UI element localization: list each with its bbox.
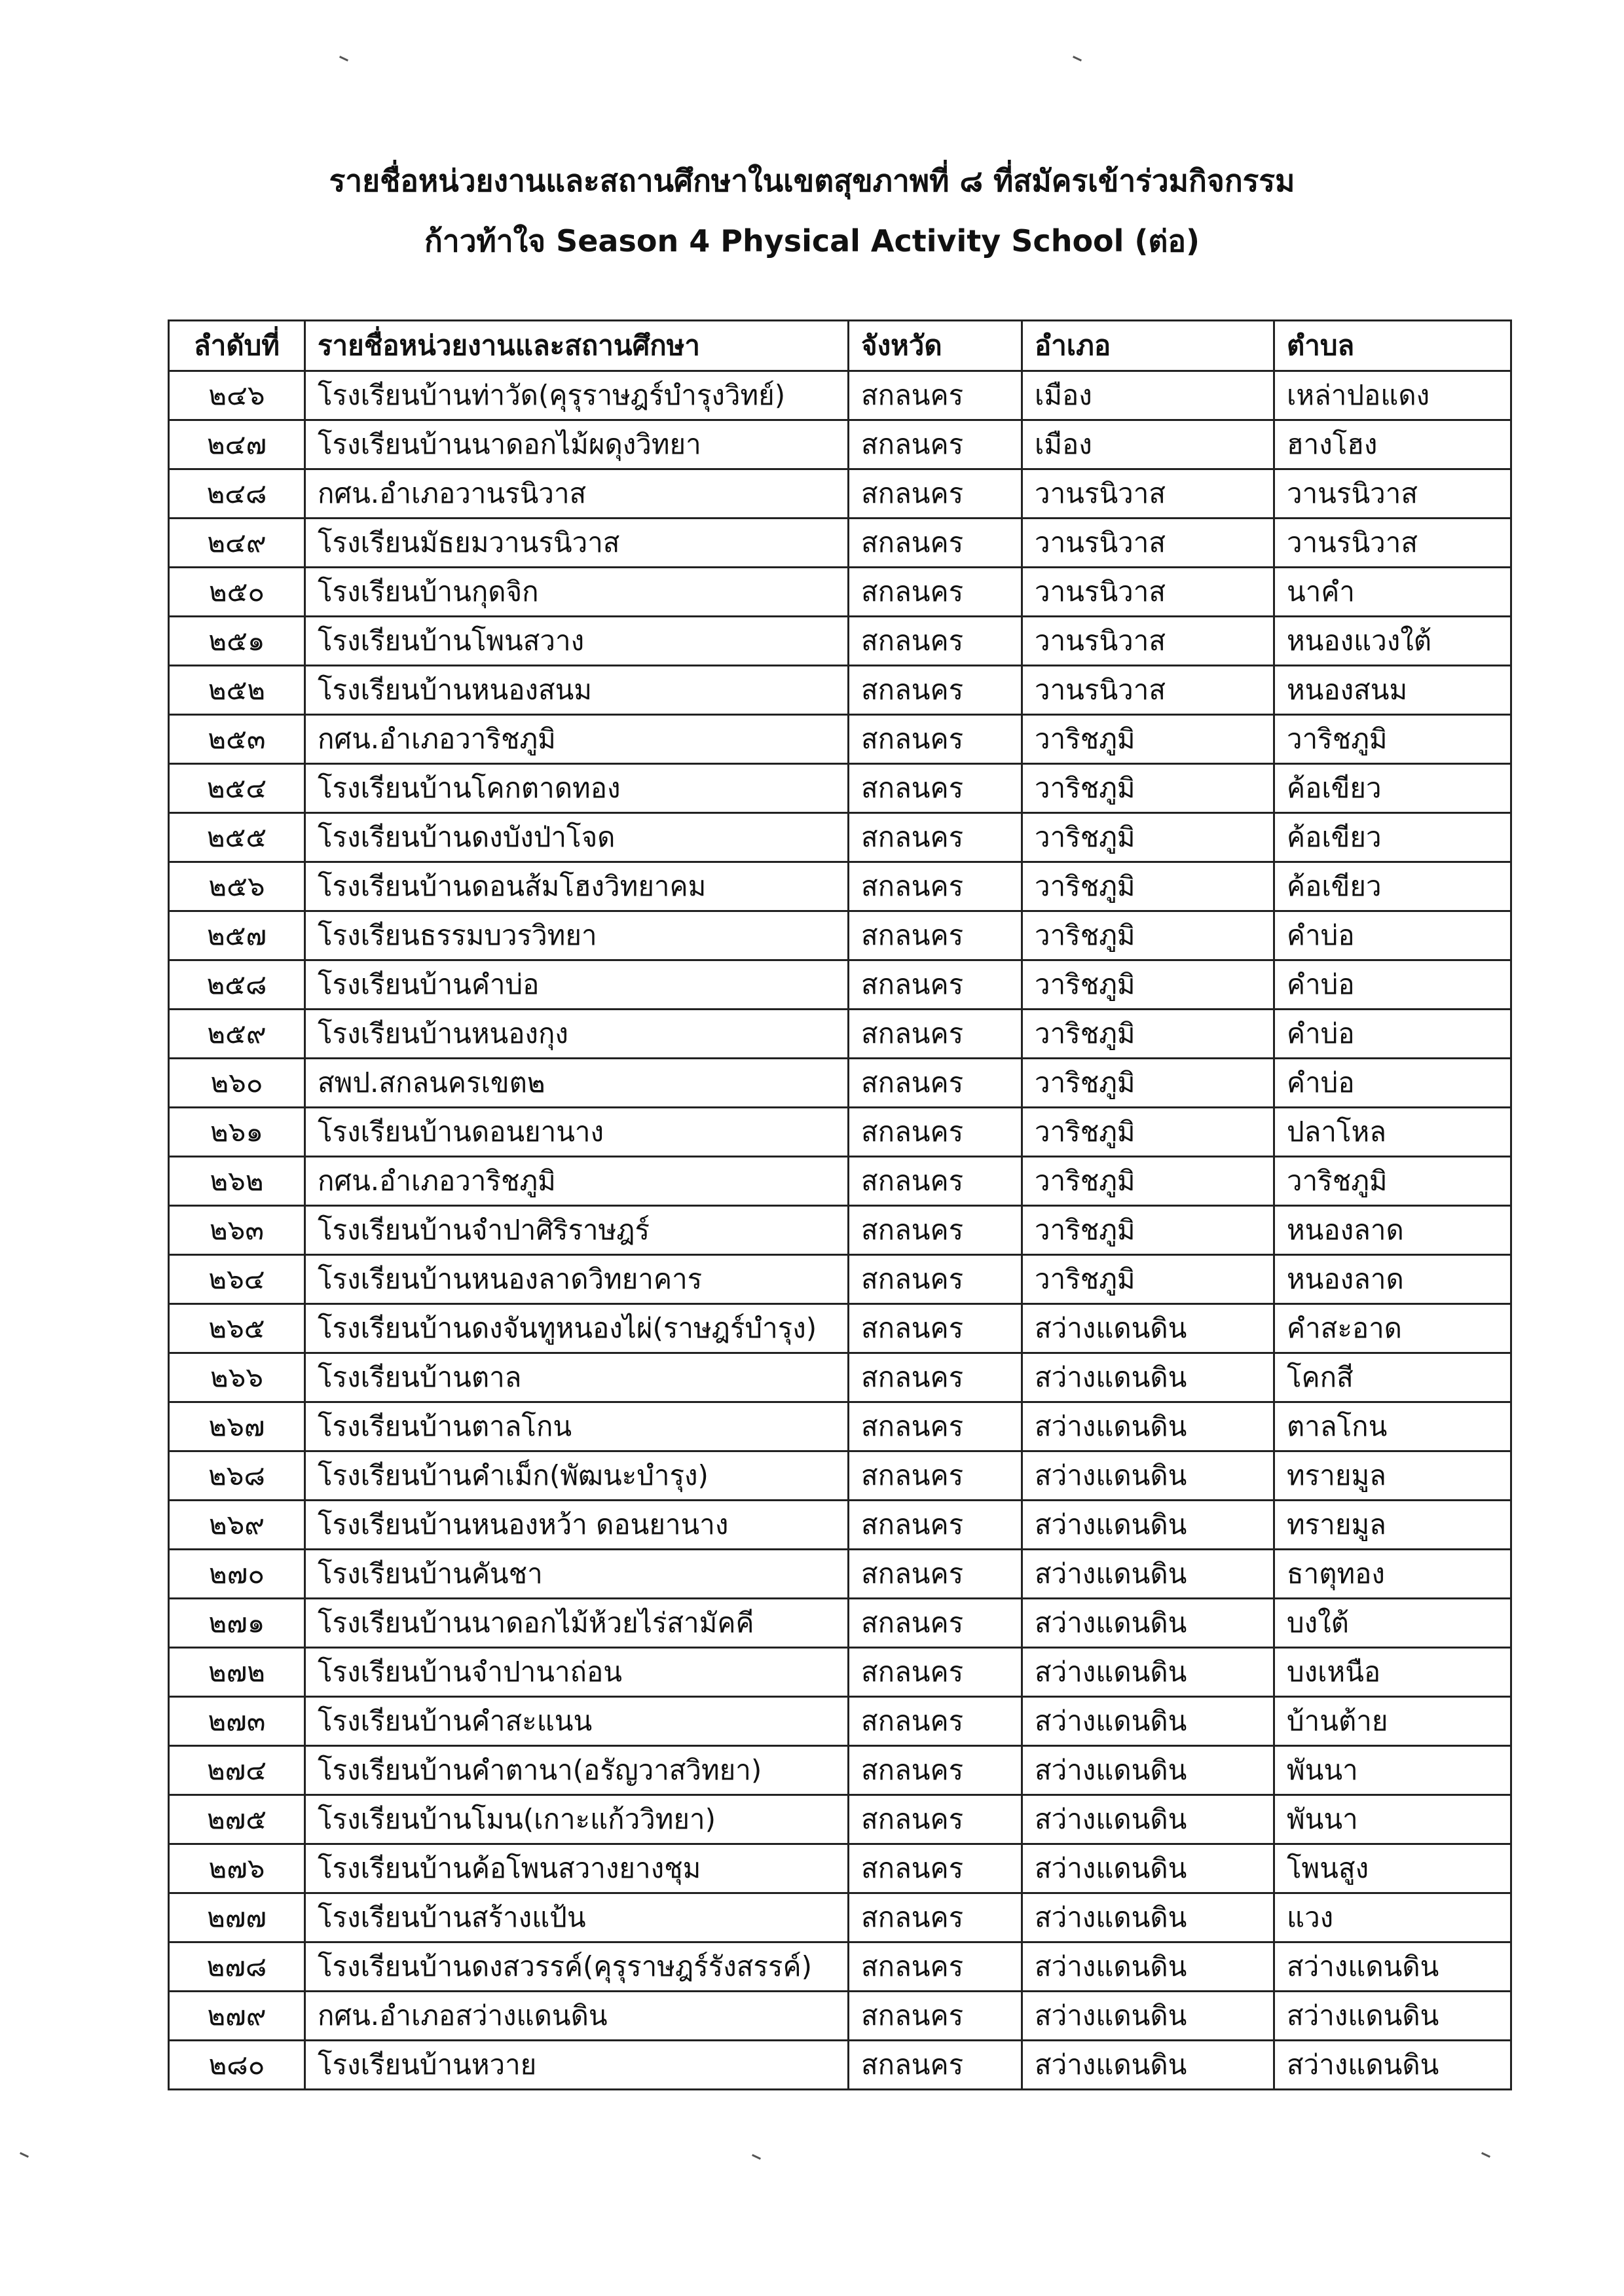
cell-district: วาริชภูมิ (1022, 1059, 1274, 1108)
cell-province: สกลนคร (849, 1599, 1022, 1648)
cell-sequence: ๒๖๖ (169, 1353, 305, 1402)
cell-sequence: ๒๖๐ (169, 1059, 305, 1108)
cell-organization-name: สพป.สกลนครเขต๒ (305, 1059, 849, 1108)
table-row (169, 1451, 1511, 1501)
cell-sequence: ๒๖๔ (169, 1255, 305, 1304)
cell-sequence: ๒๕๘ (169, 960, 305, 1010)
cell-subdistrict: พันนา (1274, 1746, 1511, 1795)
cell-subdistrict: ค้อเขียว (1274, 862, 1511, 911)
table-row (169, 1157, 1511, 1206)
cell-district: สว่างแดนดิน (1022, 1451, 1274, 1501)
table-row (169, 1844, 1511, 1893)
cell-sequence: ๒๖๒ (169, 1157, 305, 1206)
cell-organization-name: โรงเรียนบ้านนาดอกไม้ผดุงวิทยา (305, 420, 849, 469)
table-row (169, 1599, 1511, 1648)
cell-organization-name: โรงเรียนบ้านคำบ่อ (305, 960, 849, 1010)
cell-district: สว่างแดนดิน (1022, 2041, 1274, 2090)
cell-district: สว่างแดนดิน (1022, 1501, 1274, 1550)
cell-sequence: ๒๖๘ (169, 1451, 305, 1501)
cell-province: สกลนคร (849, 420, 1022, 469)
cell-organization-name: โรงเรียนบ้านท่าวัด(คุรุราษฎร์บำรุงวิทย์) (305, 371, 849, 420)
cell-subdistrict: บ้านต้าย (1274, 1697, 1511, 1746)
cell-sequence: ๒๕๖ (169, 862, 305, 911)
cell-district: สว่างแดนดิน (1022, 1402, 1274, 1451)
cell-district: วานรนิวาส (1022, 666, 1274, 715)
cell-district: วาริชภูมิ (1022, 1010, 1274, 1059)
cell-sequence: ๒๗๑ (169, 1599, 305, 1648)
cell-district: สว่างแดนดิน (1022, 1599, 1274, 1648)
cell-sequence: ๒๗๙ (169, 1992, 305, 2041)
cell-organization-name: โรงเรียนธรรมบวรวิทยา (305, 911, 849, 960)
cell-district: สว่างแดนดิน (1022, 1795, 1274, 1844)
school-list-table (168, 319, 1512, 2090)
cell-organization-name: โรงเรียนบ้านสร้างแป้น (305, 1893, 849, 1942)
cell-subdistrict: ค้อเขียว (1274, 813, 1511, 862)
cell-province: สกลนคร (849, 568, 1022, 617)
cell-sequence: ๒๕๗ (169, 911, 305, 960)
cell-province: สกลนคร (849, 1304, 1022, 1353)
table-row (169, 1206, 1511, 1255)
cell-subdistrict: ทรายมูล (1274, 1451, 1511, 1501)
cell-organization-name: กศน.อำเภอวานรนิวาส (305, 469, 849, 519)
table-row (169, 715, 1511, 764)
cell-subdistrict: โพนสูง (1274, 1844, 1511, 1893)
cell-organization-name: โรงเรียนบ้านโพนสวาง (305, 617, 849, 666)
cell-sequence: ๒๖๕ (169, 1304, 305, 1353)
cell-district: สว่างแดนดิน (1022, 1353, 1274, 1402)
cell-district: วานรนิวาส (1022, 469, 1274, 519)
cell-subdistrict: คำบ่อ (1274, 1010, 1511, 1059)
cell-district: วาริชภูมิ (1022, 911, 1274, 960)
cell-organization-name: โรงเรียนบ้านจำปาศิริราษฎร์ (305, 1206, 849, 1255)
cell-organization-name: โรงเรียนบ้านโคกตาดทอง (305, 764, 849, 813)
cell-province: สกลนคร (849, 1059, 1022, 1108)
cell-district: วานรนิวาส (1022, 617, 1274, 666)
table-row (169, 1893, 1511, 1942)
cell-organization-name: โรงเรียนบ้านหนองกุง (305, 1010, 849, 1059)
cell-subdistrict: สว่างแดนดิน (1274, 1942, 1511, 1992)
cell-organization-name: โรงเรียนบ้านหนองลาดวิทยาคาร (305, 1255, 849, 1304)
cell-district: สว่างแดนดิน (1022, 1697, 1274, 1746)
cell-sequence: ๒๕๑ (169, 617, 305, 666)
document-title (0, 151, 1624, 271)
cell-subdistrict: ปลาโหล (1274, 1108, 1511, 1157)
scan-mark (752, 2154, 761, 2160)
cell-sequence: ๒๔๙ (169, 519, 305, 568)
cell-province: สกลนคร (849, 813, 1022, 862)
cell-sequence: ๒๖๗ (169, 1402, 305, 1451)
cell-subdistrict: เหล่าปอแดง (1274, 371, 1511, 420)
table-body (169, 371, 1511, 2090)
cell-province: สกลนคร (849, 1942, 1022, 1992)
cell-organization-name: โรงเรียนบ้านค้อโพนสวางยางชุม (305, 1844, 849, 1893)
table-row (169, 911, 1511, 960)
cell-sequence: ๒๗๘ (169, 1942, 305, 1992)
cell-organization-name: โรงเรียนมัธยมวานรนิวาส (305, 519, 849, 568)
cell-province: สกลนคร (849, 1255, 1022, 1304)
cell-subdistrict: ทรายมูล (1274, 1501, 1511, 1550)
cell-province: สกลนคร (849, 1893, 1022, 1942)
cell-province: สกลนคร (849, 617, 1022, 666)
cell-district: สว่างแดนดิน (1022, 1304, 1274, 1353)
table-row (169, 1059, 1511, 1108)
table-row (169, 1795, 1511, 1844)
cell-organization-name: โรงเรียนบ้านตาลโกน (305, 1402, 849, 1451)
table-row (169, 1697, 1511, 1746)
cell-sequence: ๒๕๙ (169, 1010, 305, 1059)
cell-province: สกลนคร (849, 1501, 1022, 1550)
header-subdistrict: ตำบล (1274, 321, 1511, 371)
cell-organization-name: โรงเรียนบ้านดงบังป่าโจด (305, 813, 849, 862)
cell-district: สว่างแดนดิน (1022, 1992, 1274, 2041)
cell-sequence: ๒๕๕ (169, 813, 305, 862)
cell-subdistrict: บงใต้ (1274, 1599, 1511, 1648)
cell-sequence: ๒๖๑ (169, 1108, 305, 1157)
cell-organization-name: โรงเรียนบ้านคำเม็ก(พัฒนะบำรุง) (305, 1451, 849, 1501)
cell-sequence: ๒๔๖ (169, 371, 305, 420)
table-row (169, 1010, 1511, 1059)
table-row (169, 1992, 1511, 2041)
cell-sequence: ๒๗๓ (169, 1697, 305, 1746)
table-row (169, 1501, 1511, 1550)
table-row (169, 1942, 1511, 1992)
scan-mark (1481, 2152, 1490, 2158)
cell-province: สกลนคร (849, 371, 1022, 420)
cell-province: สกลนคร (849, 862, 1022, 911)
cell-sequence: ๒๕๒ (169, 666, 305, 715)
cell-province: สกลนคร (849, 960, 1022, 1010)
table-row (169, 1353, 1511, 1402)
title-line-2: ก้าวท้าใจ Season 4 Physical Activity School (ต่อ) (424, 223, 1200, 259)
cell-province: สกลนคร (849, 519, 1022, 568)
cell-subdistrict: คำบ่อ (1274, 960, 1511, 1010)
cell-sequence: ๒๕๓ (169, 715, 305, 764)
cell-district: วาริชภูมิ (1022, 813, 1274, 862)
cell-district: วาริชภูมิ (1022, 1206, 1274, 1255)
cell-district: วาริชภูมิ (1022, 1108, 1274, 1157)
cell-organization-name: โรงเรียนบ้านจำปานาถ่อน (305, 1648, 849, 1697)
cell-district: วาริชภูมิ (1022, 764, 1274, 813)
cell-organization-name: โรงเรียนบ้านดงจันทูหนองไผ่(ราษฎร์บำรุง) (305, 1304, 849, 1353)
cell-subdistrict: บงเหนือ (1274, 1648, 1511, 1697)
cell-sequence: ๒๗๔ (169, 1746, 305, 1795)
cell-subdistrict: วานรนิวาส (1274, 469, 1511, 519)
cell-province: สกลนคร (849, 1451, 1022, 1501)
cell-province: สกลนคร (849, 1992, 1022, 2041)
cell-organization-name: โรงเรียนบ้านหนองสนม (305, 666, 849, 715)
cell-organization-name: โรงเรียนบ้านดงสวรรค์(คุรุราษฎร์รังสรรค์) (305, 1942, 849, 1992)
cell-sequence: ๒๗๐ (169, 1550, 305, 1599)
table-row (169, 1746, 1511, 1795)
cell-subdistrict: ตาลโกน (1274, 1402, 1511, 1451)
cell-district: วาริชภูมิ (1022, 1255, 1274, 1304)
cell-subdistrict: โคกสี (1274, 1353, 1511, 1402)
cell-subdistrict: คำสะอาด (1274, 1304, 1511, 1353)
cell-sequence: ๒๔๗ (169, 420, 305, 469)
table-row (169, 420, 1511, 469)
cell-province: สกลนคร (849, 1206, 1022, 1255)
cell-subdistrict: ค้อเขียว (1274, 764, 1511, 813)
cell-district: วาริชภูมิ (1022, 1157, 1274, 1206)
cell-district: เมือง (1022, 371, 1274, 420)
header-district: อำเภอ (1022, 321, 1274, 371)
header-sequence: ลำดับที่ (169, 321, 305, 371)
cell-province: สกลนคร (849, 1353, 1022, 1402)
cell-province: สกลนคร (849, 1010, 1022, 1059)
cell-sequence: ๒๔๘ (169, 469, 305, 519)
cell-province: สกลนคร (849, 715, 1022, 764)
cell-organization-name: โรงเรียนบ้านกุดจิก (305, 568, 849, 617)
cell-province: สกลนคร (849, 666, 1022, 715)
cell-organization-name: กศน.อำเภอวาริชภูมิ (305, 1157, 849, 1206)
table-row (169, 2041, 1511, 2090)
cell-sequence: ๒๖๙ (169, 1501, 305, 1550)
cell-district: วานรนิวาส (1022, 568, 1274, 617)
table-row (169, 568, 1511, 617)
cell-sequence: ๒๖๓ (169, 1206, 305, 1255)
cell-subdistrict: หนองแวงใต้ (1274, 617, 1511, 666)
cell-district: สว่างแดนดิน (1022, 1893, 1274, 1942)
cell-district: สว่างแดนดิน (1022, 1844, 1274, 1893)
cell-organization-name: โรงเรียนบ้านคำสะแนน (305, 1697, 849, 1746)
cell-subdistrict: ธาตุทอง (1274, 1550, 1511, 1599)
cell-subdistrict: ฮางโฮง (1274, 420, 1511, 469)
table-row (169, 1304, 1511, 1353)
table-row (169, 371, 1511, 420)
table-row (169, 617, 1511, 666)
cell-province: สกลนคร (849, 1648, 1022, 1697)
cell-sequence: ๒๗๖ (169, 1844, 305, 1893)
cell-province: สกลนคร (849, 1402, 1022, 1451)
cell-organization-name: กศน.อำเภอสว่างแดนดิน (305, 1992, 849, 2041)
table-row (169, 1648, 1511, 1697)
title-line-1: รายชื่อหน่วยงานและสถานศึกษาในเขตสุขภาพที่ ๘ ที่สมัครเข้าร่วมกิจกรรม (329, 163, 1295, 198)
cell-province: สกลนคร (849, 764, 1022, 813)
cell-province: สกลนคร (849, 911, 1022, 960)
cell-subdistrict: แวง (1274, 1893, 1511, 1942)
cell-sequence: ๒๗๗ (169, 1893, 305, 1942)
cell-subdistrict: พันนา (1274, 1795, 1511, 1844)
table-row (169, 813, 1511, 862)
cell-organization-name: กศน.อำเภอวาริชภูมิ (305, 715, 849, 764)
table-row (169, 666, 1511, 715)
cell-organization-name: โรงเรียนบ้านดอนยานาง (305, 1108, 849, 1157)
cell-subdistrict: นาคำ (1274, 568, 1511, 617)
cell-province: สกลนคร (849, 1746, 1022, 1795)
cell-province: สกลนคร (849, 1550, 1022, 1599)
cell-sequence: ๒๕๐ (169, 568, 305, 617)
table-row (169, 1108, 1511, 1157)
cell-district: สว่างแดนดิน (1022, 1550, 1274, 1599)
cell-province: สกลนคร (849, 1697, 1022, 1746)
cell-district: สว่างแดนดิน (1022, 1648, 1274, 1697)
cell-district: วาริชภูมิ (1022, 715, 1274, 764)
table-row (169, 1402, 1511, 1451)
cell-district: สว่างแดนดิน (1022, 1746, 1274, 1795)
cell-district: สว่างแดนดิน (1022, 1942, 1274, 1992)
cell-province: สกลนคร (849, 1844, 1022, 1893)
table-row (169, 764, 1511, 813)
cell-province: สกลนคร (849, 469, 1022, 519)
cell-organization-name: โรงเรียนบ้านนาดอกไม้ห้วยไร่สามัคคี (305, 1599, 849, 1648)
header-province: จังหวัด (849, 321, 1022, 371)
cell-district: วาริชภูมิ (1022, 862, 1274, 911)
cell-subdistrict: สว่างแดนดิน (1274, 2041, 1511, 2090)
cell-subdistrict: สว่างแดนดิน (1274, 1992, 1511, 2041)
header-organization-name: รายชื่อหน่วยงานและสถานศึกษา (305, 321, 849, 371)
cell-district: เมือง (1022, 420, 1274, 469)
cell-province: สกลนคร (849, 1157, 1022, 1206)
table-row (169, 469, 1511, 519)
cell-organization-name: โรงเรียนบ้านหวาย (305, 2041, 849, 2090)
cell-district: วานรนิวาส (1022, 519, 1274, 568)
cell-sequence: ๒๗๒ (169, 1648, 305, 1697)
cell-organization-name: โรงเรียนบ้านหนองหว้า ดอนยานาง (305, 1501, 849, 1550)
cell-district: วาริชภูมิ (1022, 960, 1274, 1010)
cell-subdistrict: หนองสนม (1274, 666, 1511, 715)
cell-subdistrict: หนองลาด (1274, 1255, 1511, 1304)
scan-mark (339, 56, 348, 62)
cell-sequence: ๒๗๕ (169, 1795, 305, 1844)
cell-subdistrict: หนองลาด (1274, 1206, 1511, 1255)
cell-organization-name: โรงเรียนบ้านดอนส้มโฮงวิทยาคม (305, 862, 849, 911)
cell-organization-name: โรงเรียนบ้านคำตานา(อรัญวาสวิทยา) (305, 1746, 849, 1795)
cell-province: สกลนคร (849, 1108, 1022, 1157)
cell-subdistrict: วาริชภูมิ (1274, 1157, 1511, 1206)
table-row (169, 1550, 1511, 1599)
cell-province: สกลนคร (849, 1795, 1022, 1844)
scan-mark (1073, 56, 1082, 62)
table-row (169, 519, 1511, 568)
cell-organization-name: โรงเรียนบ้านคันชา (305, 1550, 849, 1599)
cell-subdistrict: วานรนิวาส (1274, 519, 1511, 568)
cell-province: สกลนคร (849, 2041, 1022, 2090)
scan-mark (20, 2152, 29, 2158)
cell-subdistrict: คำบ่อ (1274, 911, 1511, 960)
cell-organization-name: โรงเรียนบ้านตาล (305, 1353, 849, 1402)
cell-subdistrict: คำบ่อ (1274, 1059, 1511, 1108)
cell-organization-name: โรงเรียนบ้านโมน(เกาะแก้ววิทยา) (305, 1795, 849, 1844)
table-header-row (169, 321, 1511, 371)
cell-subdistrict: วาริชภูมิ (1274, 715, 1511, 764)
table-row (169, 960, 1511, 1010)
cell-sequence: ๒๘๐ (169, 2041, 305, 2090)
table-row (169, 862, 1511, 911)
cell-sequence: ๒๕๔ (169, 764, 305, 813)
table-row (169, 1255, 1511, 1304)
